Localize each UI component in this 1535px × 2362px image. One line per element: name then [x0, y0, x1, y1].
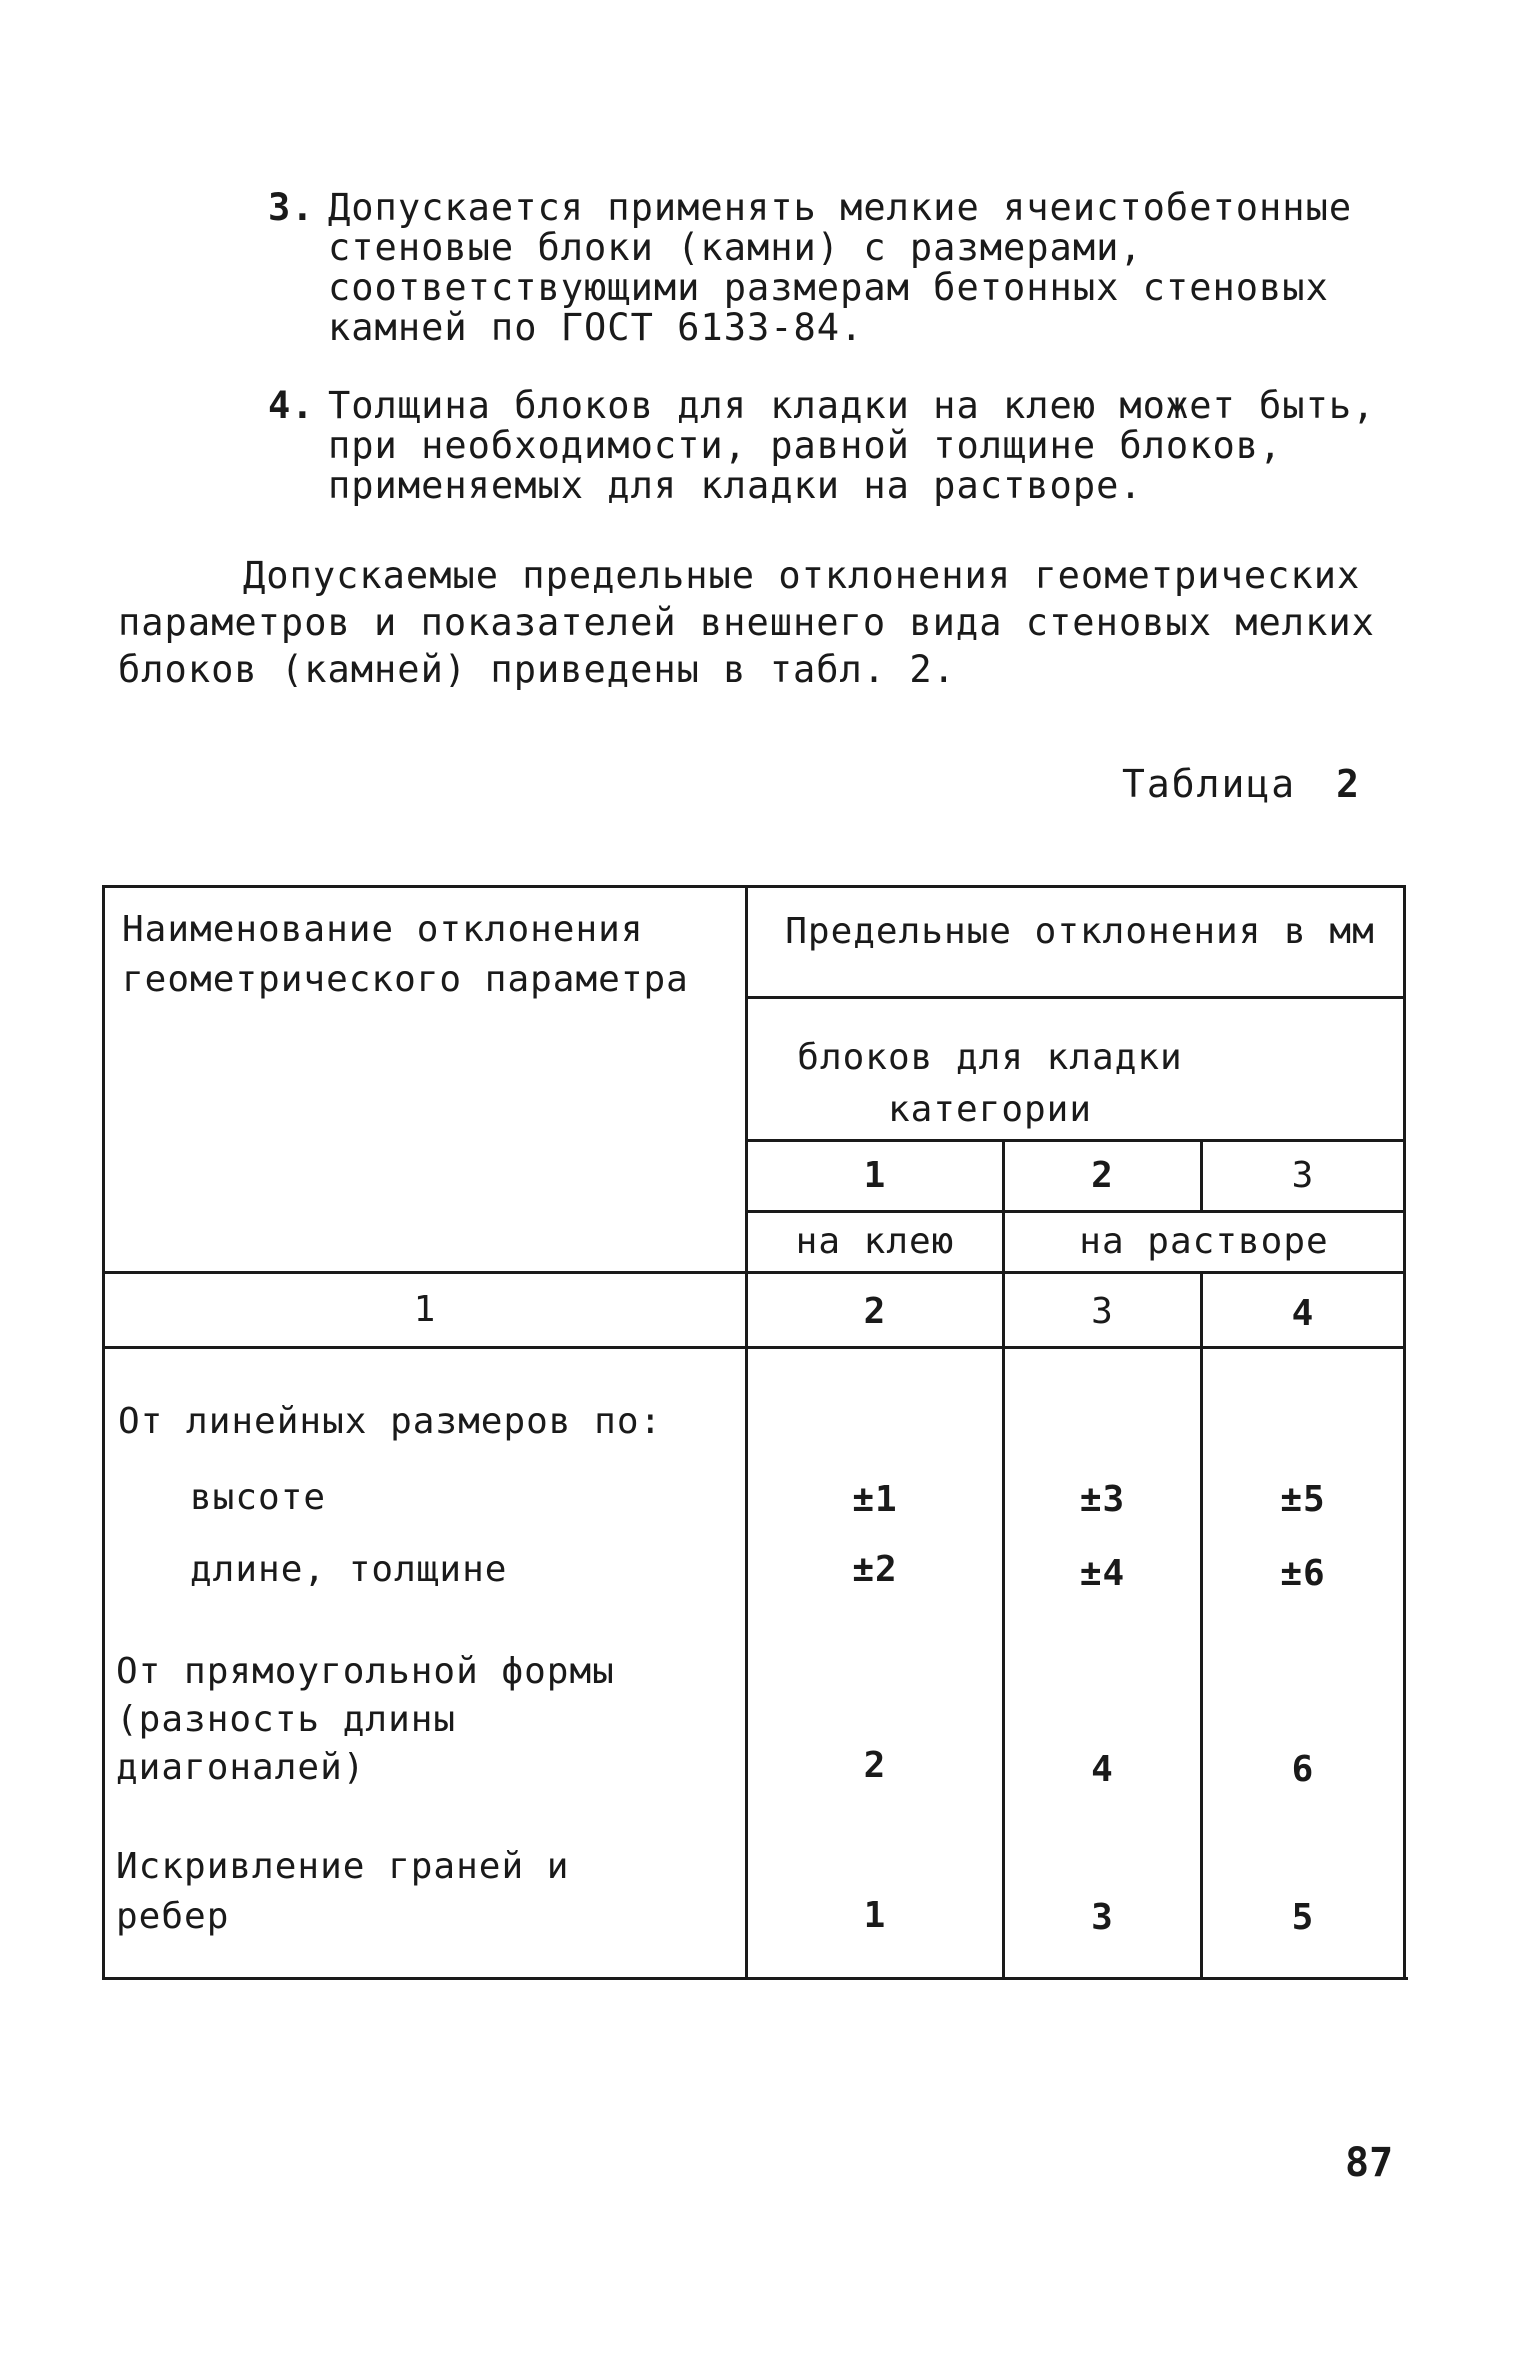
on-mortar-label: на растворе [1079, 1221, 1329, 1262]
header-limits: Предельные отклонения в мм [785, 911, 1375, 952]
row-label-length: длине, толщине [190, 1549, 508, 1590]
header-name [122, 905, 722, 1005]
note-3 [270, 188, 1450, 348]
value-shape-cat3: 6 [1291, 1749, 1315, 1790]
value-height-cat1: ±1 [852, 1479, 898, 1520]
category-1: 1 [863, 1155, 887, 1196]
note-text: Допускается применять мелкие ячеистобетонные стеновые блоки (камни) с размерами, соответствующими размерам бетонных стеновых камней по ГОСТ 6133-84. [328, 186, 1353, 349]
column-number-2: 2 [863, 1291, 887, 1332]
row-label-shape: От прямоугольной формы (разность длины диагоналей) [116, 1651, 615, 1788]
on-glue-label: на клею [795, 1221, 955, 1262]
category-3: 3 [1291, 1155, 1315, 1196]
note-number: 4. [268, 384, 315, 427]
note-number: 3. [268, 186, 315, 229]
value-length-cat2: ±4 [1079, 1553, 1126, 1594]
category-2: 2 [1091, 1155, 1114, 1196]
column-number-4: 4 [1291, 1293, 1315, 1334]
column-number-3: 3 [1091, 1291, 1114, 1332]
value-height-cat3: ±5 [1280, 1479, 1326, 1520]
page-number: 87 [1345, 2140, 1394, 2186]
row-label-height: высоте [190, 1477, 327, 1518]
note-text: Толщина блоков для кладки на клею может быть, при необходимости, равной толщине блоков, применяемых для кладки на растворе. [328, 384, 1376, 507]
value-shape-cat1: 2 [863, 1745, 887, 1786]
value-curvature-cat1: 1 [863, 1895, 887, 1936]
column-number-1: 1 [413, 1289, 437, 1330]
value-shape-cat2: 4 [1091, 1749, 1114, 1790]
value-length-cat1: ±2 [852, 1549, 898, 1590]
body-paragraph: Допускаемые предельные отклонения геометрических параметров и показателей внешнего вида стеновых мелких блоков (камней) приведены в табл. 2. [118, 554, 1375, 691]
table-caption [1122, 762, 1361, 806]
note-4 [270, 386, 1450, 506]
row-label-curvature: Искривление граней и ребер [116, 1846, 570, 1937]
table-caption-label: Таблица [1122, 762, 1297, 806]
value-curvature-cat2: 3 [1091, 1897, 1114, 1938]
row-label-linear: От линейных размеров по: [118, 1401, 663, 1442]
header-blocks: блоков для кладки категории [797, 1037, 1183, 1130]
header-name-text: Наименование отклонения геометрического параметра [122, 909, 689, 1000]
table-caption-number: 2 [1336, 762, 1362, 806]
value-curvature-cat3: 5 [1291, 1897, 1315, 1938]
value-height-cat2: ±3 [1079, 1479, 1126, 1520]
value-length-cat3: ±6 [1280, 1553, 1326, 1594]
